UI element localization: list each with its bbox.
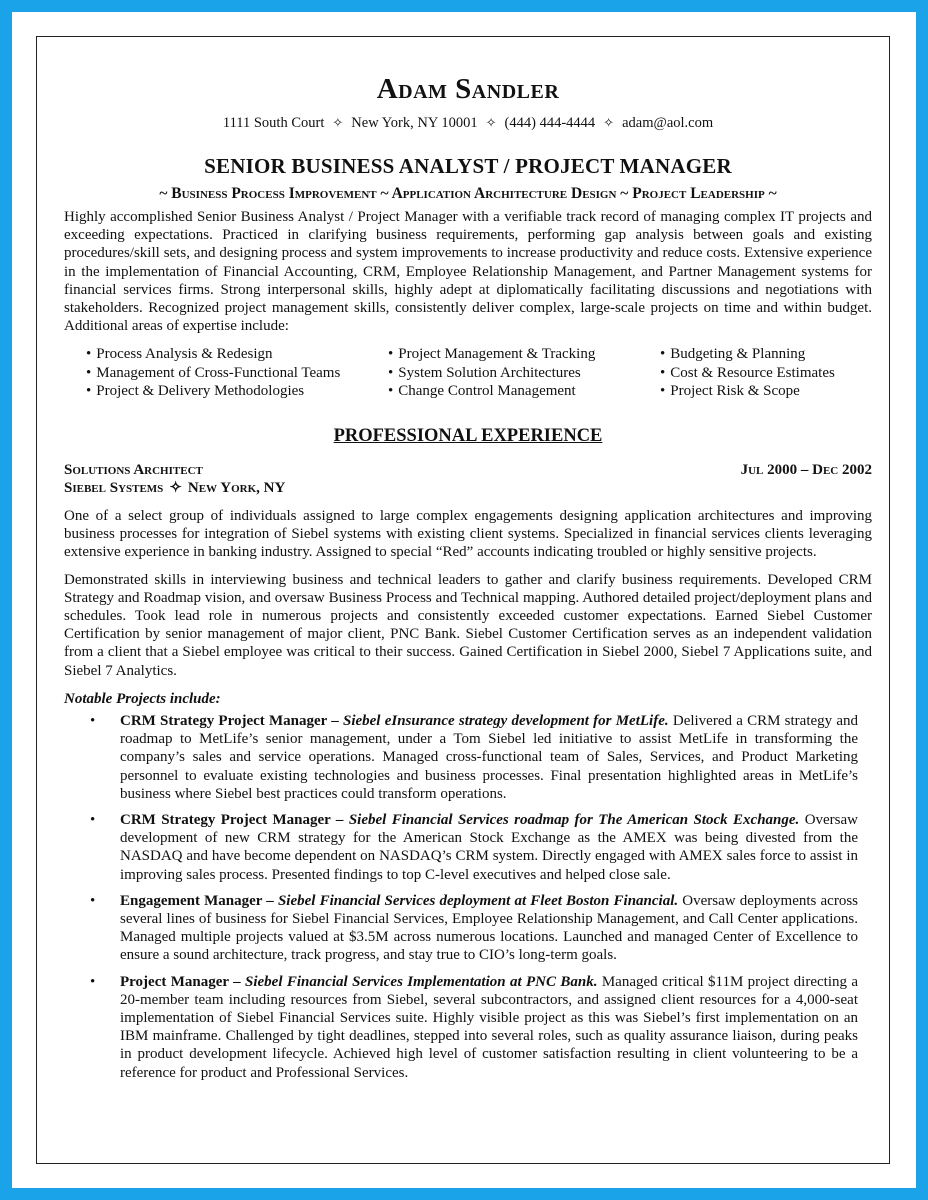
experience-section-title: PROFESSIONAL EXPERIENCE xyxy=(333,425,603,446)
skill-item: • System Solution Architectures xyxy=(388,364,660,383)
skill-item: • Cost & Resource Estimates xyxy=(660,364,860,383)
skill-item: • Change Control Management xyxy=(388,382,660,401)
project-item xyxy=(120,811,858,884)
skill-item: • Process Analysis & Redesign xyxy=(86,345,388,364)
summary-paragraph: Highly accomplished Senior Business Analyst / Project Manager with a verifiable track record of managing complex IT projects and exceeding expectations. Practiced in clarifying business requirements, performing gap analysis between goals and existing procedures/skill sets, and designing process and system improvements to increase productivity and reduce costs. Extensive experience in the implementation of Financial Accounting, CRM, Employee Relationship Management, and Partner Management systems for financial services firms. Strong interpersonal skills, highly adept at diplomatically facilitating discussions and negotiations with stakeholders. Recognized project management skills, consistently deliver complex, large-scale projects on time and within budget. Additional areas of expertise include: xyxy=(64,209,872,335)
skill-item: • Project Risk & Scope xyxy=(660,382,860,401)
diamond-separator-icon: ✧ xyxy=(332,115,344,130)
project-client: Siebel Financial Services deployment at Fleet Boston Financial. xyxy=(277,892,679,909)
diamond-separator-icon: ✧ xyxy=(169,480,182,497)
project-text: Delivered a CRM strategy and roadmap to MetLife’s senior management, under a Tom Siebel led initiative to assist MetLife in transforming the company’s sales and service operations. Managed cross-functional team of Sales, Services, and Product Marketing personnel to evaluate existing technologies and business processes. Final presentation highlighted areas in MetLife’s business where Siebel best practices could transform operations. xyxy=(120,712,859,802)
project-item xyxy=(120,892,858,965)
job-company-line xyxy=(64,479,285,498)
project-role: Engagement Manager – xyxy=(120,892,274,909)
address: 1111 South Court xyxy=(222,115,325,131)
subheadline: ~ Business Process Improvement ~ Application Architecture Design ~ Project Leadership ~ xyxy=(159,185,777,202)
project-client: Siebel eInsurance strategy development for MetLife. xyxy=(342,712,669,729)
job-description-1: One of a select group of individuals assigned to large complex engagements designing application architectures and improving business processes for integration of Siebel systems with existing client systems. Specialized in financial services clients leveraging extensive experience in banking industry. Assigned to special “Red” accounts indicating troubled or highly sensitive projects. xyxy=(64,507,872,561)
job-title: Solutions Architect xyxy=(64,461,203,478)
skills-list xyxy=(64,345,872,401)
skill-item: • Project Management & Tracking xyxy=(388,345,660,364)
project-text: Oversaw deployments across several lines of business for Siebel Financial Services, Employee Relationship Management, and Call Center applications. Managed multiple projects valued at $3.5M across numerous locations. Launched and managed Center of Excellence to ensure a sound architecture, track progress, and stay true to CIO’s long-term goals. xyxy=(120,892,859,964)
city: New York, NY 10001 xyxy=(351,115,478,131)
email: adam@aol.com xyxy=(622,115,714,131)
contact-line xyxy=(64,114,872,132)
job-dates: Jul 2000 – Dec 2002 xyxy=(740,461,872,478)
project-role: CRM Strategy Project Manager – xyxy=(120,811,344,828)
candidate-name: Adam Sandler xyxy=(376,73,560,105)
skills-column-2 xyxy=(388,345,660,401)
project-client: Siebel Financial Services Implementation at PNC Bank. xyxy=(245,973,598,990)
job-title-block xyxy=(64,461,285,498)
job-location: New York, NY xyxy=(187,480,286,497)
project-item xyxy=(120,712,858,803)
project-text: Oversaw development of new CRM strategy for the American Stock Exchange as the AMEX was being divested from the NASDAQ and have become dependent on NASDAQ’s CRM system. Directly engaged with AMEX sales force to assist in improving sales process. Presented findings to top C-level executives and helped close sale. xyxy=(120,811,859,883)
diamond-separator-icon: ✧ xyxy=(603,115,615,130)
job-company: Siebel Systems xyxy=(64,480,164,497)
project-text: Managed critical $11M project directing a 20-member team including resources from Siebel, several subcontractors, and assigned client resources for a 4,000-seat implementation of Siebel Financial Services suite. Highly visible project as this was Siebel’s first implementation on an IBM mainframe. Challenged by tight deadlines, stepped into several roles, such as quality assurance liaison, during peaks in product development lifecycle. Achieved high level of customer satisfaction resulting in client volunteering to be a reference for product and Professional Services. xyxy=(120,973,859,1081)
skills-column-3 xyxy=(660,345,860,401)
project-item xyxy=(120,973,858,1082)
resume-content xyxy=(64,72,872,1090)
resume-page xyxy=(12,12,916,1188)
headline: SENIOR BUSINESS ANALYST / PROJECT MANAGER xyxy=(204,154,732,178)
project-list xyxy=(64,712,872,1082)
skills-column-1 xyxy=(86,345,388,401)
phone: (444) 444-4444 xyxy=(504,115,596,131)
job-description-2: Demonstrated skills in interviewing business and technical leaders to gather and clarify business requirements. Developed CRM Strategy and Roadmap vision, and oversaw Business Process and Technical mapping. Authored detailed project/deployment plans and schedules. Took lead role in numerous projects and consistently exceeded customer expectations. Earned Siebel Customer Certification by senior management of major client, PNC Bank. Siebel Customer Certification serves as an independent validation from a client that a Siebel employee was critical to their success. Gained Certification in Siebel 2000, Siebel 7 Applications suite, and Siebel 7 Analytics. xyxy=(64,571,872,679)
diamond-separator-icon: ✧ xyxy=(485,115,497,130)
skill-item: • Management of Cross-Functional Teams xyxy=(86,364,388,383)
project-role: Project Manager – xyxy=(120,973,241,990)
skill-item: • Project & Delivery Methodologies xyxy=(86,382,388,401)
skill-item: • Budgeting & Planning xyxy=(660,345,860,364)
project-role: CRM Strategy Project Manager – xyxy=(120,712,339,729)
project-client: Siebel Financial Services roadmap for The American Stock Exchange. xyxy=(348,811,800,828)
job-header xyxy=(64,461,872,498)
notable-projects-label: Notable Projects include: xyxy=(64,690,221,707)
